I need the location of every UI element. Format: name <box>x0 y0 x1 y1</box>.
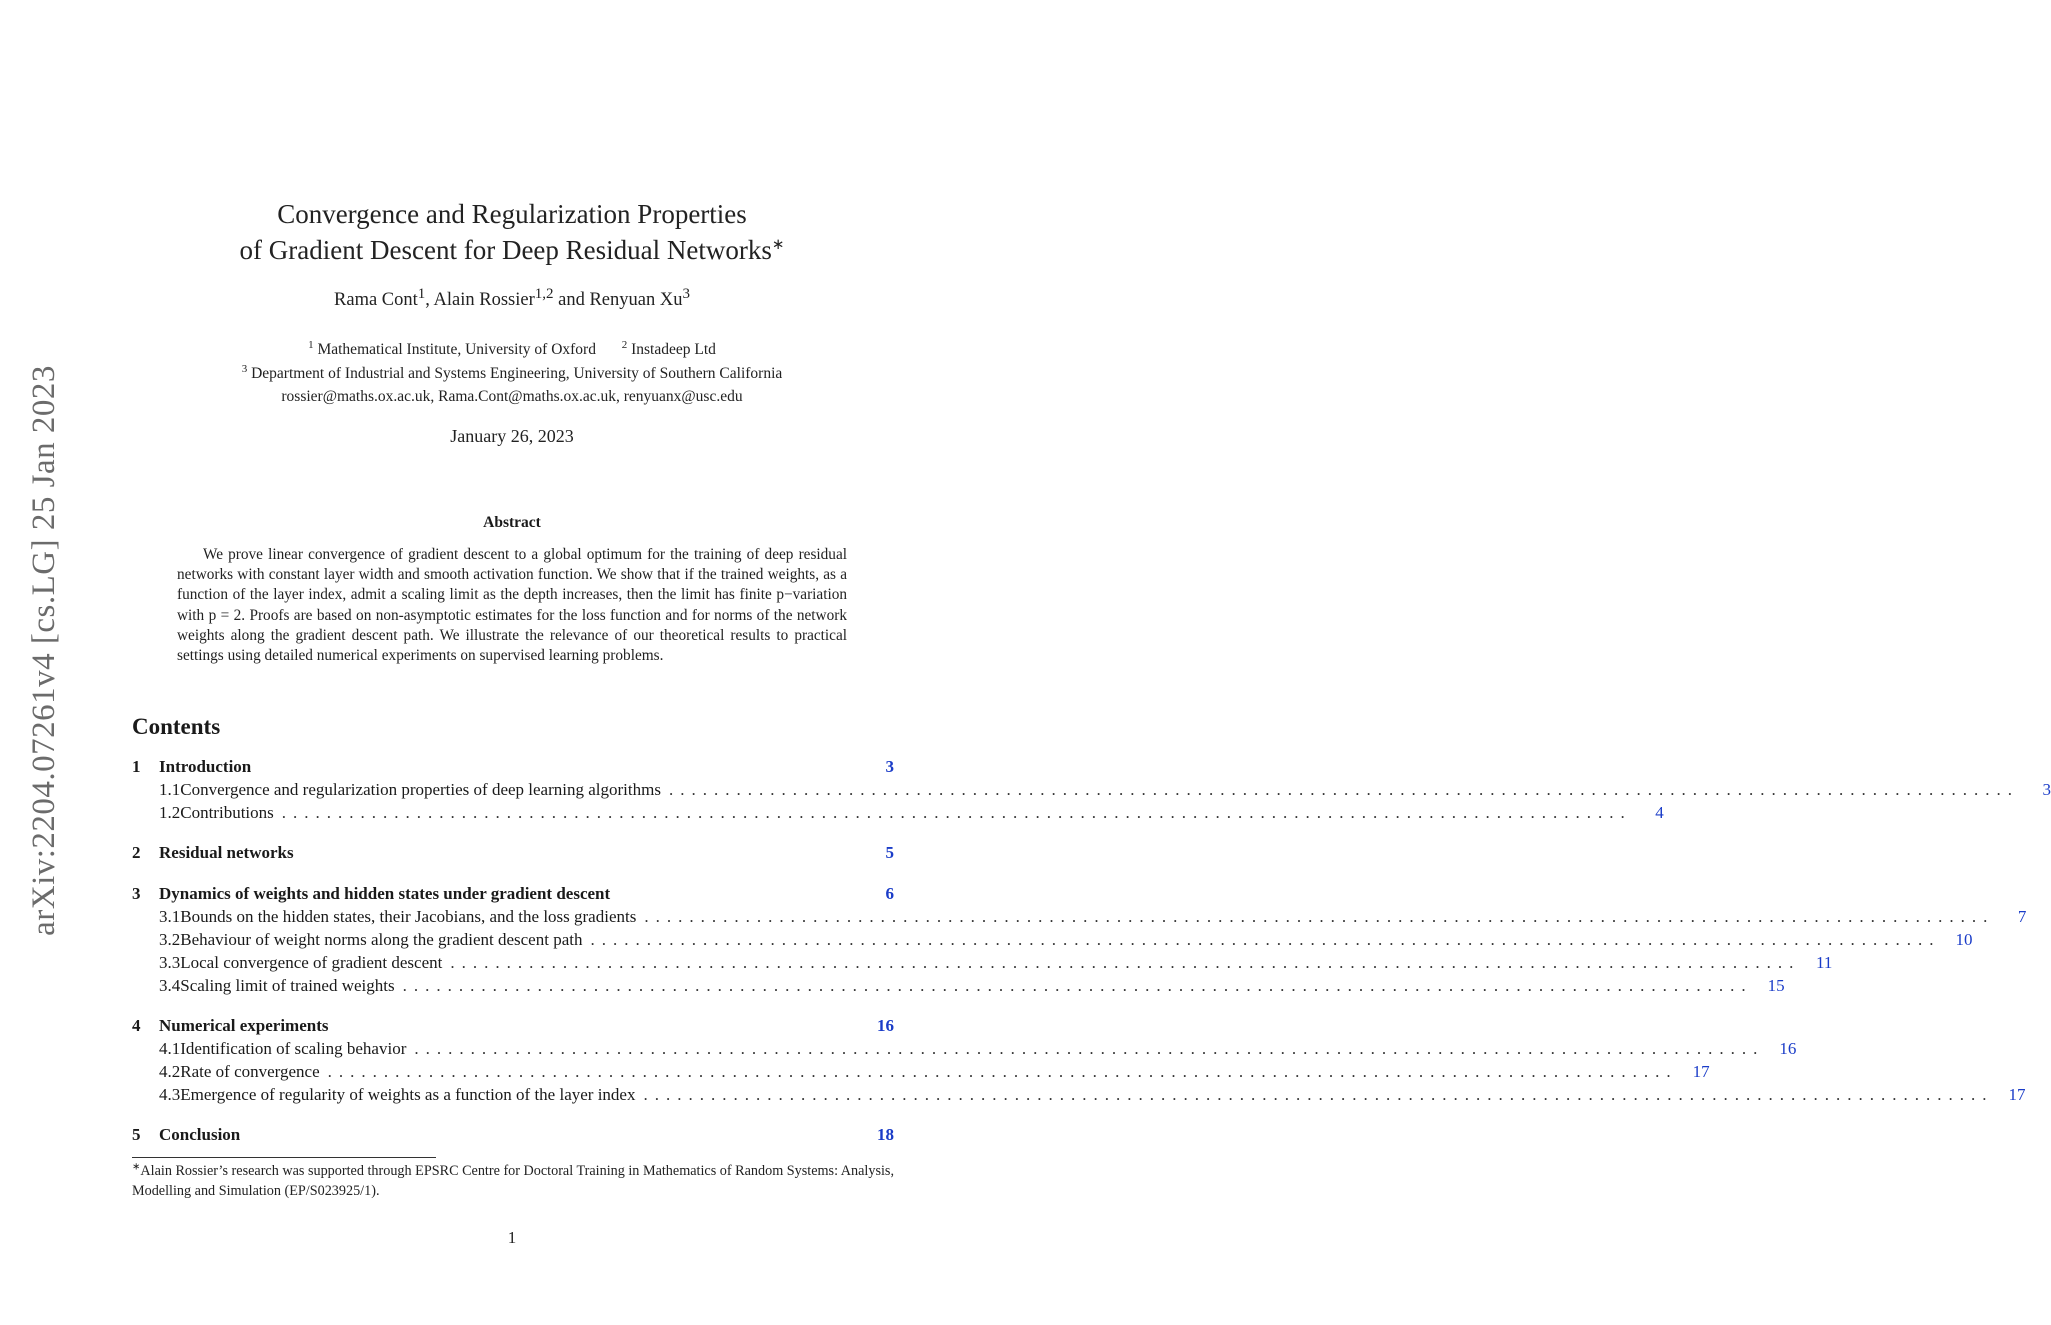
toc-subsection-entry[interactable] <box>132 780 2051 802</box>
toc-entry-title: Introduction <box>159 757 252 776</box>
toc-entry-title: Dynamics of weights and hidden states under gradient descent <box>159 884 611 903</box>
toc-section-entry[interactable] <box>132 1016 894 1038</box>
title-footnote-marker: ∗ <box>771 237 785 253</box>
toc-entry-number: 4.3 <box>159 1085 181 1104</box>
toc-dot-leader: ........................................................................................................................ <box>450 953 1801 972</box>
author-affiliation-sup: 1,2 <box>534 285 554 302</box>
toc-page-link[interactable]: 17 <box>1692 1062 1710 1081</box>
toc-entry-number: 4 <box>132 1016 141 1035</box>
toc-entry-title: Scaling limit of trained weights <box>180 976 395 995</box>
toc-section-entry[interactable] <box>132 1125 894 1147</box>
affiliation-line-1 <box>130 338 894 359</box>
toc-entry-number: 3 <box>132 884 141 903</box>
toc-page-link[interactable]: 16 <box>1779 1039 1797 1058</box>
arxiv-identifier <box>24 360 64 940</box>
affiliation-line-2 <box>130 362 894 383</box>
title-line-2 <box>130 232 894 268</box>
footnote-marker: ∗ <box>132 1161 141 1173</box>
toc-page-link[interactable]: 15 <box>1767 976 1785 995</box>
abstract-text: We prove linear convergence of gradient descent to a global optimum for the training of deep residual networks with constant layer width and smooth activation function. We show that if the trained weights, as a function of the layer index, admit a scaling limit as the depth increases, then the limit has finite p−variation with p = 2. Proofs are based on non-asymptotic estimates for the loss function and for norms of the network weights along the gradient descent path. We illustrate the relevance of our theoretical results to practical settings using detailed numerical experiments on supervised learning problems. <box>177 546 847 665</box>
affiliation-sup: 2 <box>621 338 628 351</box>
toc-entry-number: 3.1 <box>159 907 181 926</box>
toc-entry-title: Rate of convergence <box>180 1062 320 1081</box>
toc-section-entry[interactable] <box>132 757 894 779</box>
toc-page-link[interactable]: 17 <box>2008 1085 2026 1104</box>
toc-subsection-entry[interactable] <box>132 1062 1710 1084</box>
toc-subsection-entry[interactable] <box>132 803 1664 825</box>
toc-dot-leader: ........................................................................................................................ <box>590 930 1941 949</box>
toc-entry-title: Residual networks <box>159 843 294 862</box>
footnote-text: Alain Rossier’s research was supported through EPSRC Centre for Doctoral Training in Mathematics of Random Systems: Analysis, Modelling and Simulation (EP/S023925/1). <box>132 1163 894 1199</box>
toc-subsection-entry[interactable] <box>132 976 1785 998</box>
toc-entry-title: Emergence of regularity of weights as a function of the layer index <box>180 1085 636 1104</box>
toc-entry-number: 1 <box>132 757 141 776</box>
affiliation-usc: Department of Industrial and Systems Engineering, University of Southern California <box>251 365 783 382</box>
toc-subsection-entry[interactable] <box>132 930 1973 952</box>
toc-entry-title: Convergence and regularization properties of deep learning algorithms <box>180 780 661 799</box>
toc-entry-number: 3.3 <box>159 953 181 972</box>
toc-page-link[interactable]: 11 <box>1816 953 1833 972</box>
footnote-rule <box>132 1157 436 1158</box>
toc-dot-leader: ........................................................................................................................ <box>281 803 1632 822</box>
page-number: 1 <box>507 1228 517 1247</box>
toc-page-link[interactable]: 10 <box>1955 930 1973 949</box>
author-emails: rossier@maths.ox.ac.uk, Rama.Cont@maths.ox.ac.uk, renyuanx@usc.edu <box>281 388 743 405</box>
toc-dot-leader: ........................................................................................................................ <box>644 907 1995 926</box>
toc-page-link[interactable]: 3 <box>885 757 894 776</box>
author-separator: and <box>553 290 590 310</box>
affiliation-oxford: Mathematical Institute, University of Oxford <box>317 341 596 358</box>
toc-entry-number: 4.1 <box>159 1039 181 1058</box>
toc-entry-title: Identification of scaling behavior <box>180 1039 407 1058</box>
footnote <box>132 1161 894 1201</box>
contents-heading: Contents <box>132 714 221 739</box>
toc-dot-leader: ........................................................................................................................ <box>402 976 1753 995</box>
author-name: Renyuan Xu <box>589 290 683 310</box>
author-list <box>130 285 894 311</box>
toc-entry-title: Numerical experiments <box>159 1016 329 1035</box>
toc-page-link[interactable]: 5 <box>885 843 894 862</box>
toc-section-entry[interactable] <box>132 843 894 865</box>
toc-entry-title: Local convergence of gradient descent <box>180 953 443 972</box>
toc-entry-title: Behaviour of weight norms along the gradient descent path <box>180 930 583 949</box>
toc-dot-leader: ........................................................................................................................ <box>414 1039 1765 1058</box>
toc-entry-title: Conclusion <box>159 1125 241 1144</box>
toc-page-link[interactable]: 7 <box>2017 907 2027 926</box>
toc-subsection-entry[interactable] <box>132 907 2027 929</box>
toc-subsection-entry[interactable] <box>132 953 1833 975</box>
author-name: Rama Cont <box>334 290 418 310</box>
toc-dot-leader: ........................................................................................................................ <box>668 780 2019 799</box>
toc-entry-number: 3.2 <box>159 930 181 949</box>
toc-page-link[interactable]: 18 <box>877 1125 894 1144</box>
paper-title <box>130 196 894 268</box>
toc-page-link[interactable]: 16 <box>877 1016 894 1035</box>
toc-entry-number: 1.1 <box>159 780 181 799</box>
toc-page-link[interactable]: 6 <box>885 884 894 903</box>
toc-dot-leader: ........................................................................................................................ <box>327 1062 1678 1081</box>
toc-entry-title: Bounds on the hidden states, their Jacobians, and the loss gradients <box>180 907 637 926</box>
toc-entry-number: 3.4 <box>159 976 181 995</box>
toc-section-entry[interactable] <box>132 884 894 906</box>
title-line-2-text: of Gradient Descent for Deep Residual Networks <box>239 235 772 265</box>
author-name: Alain Rossier <box>433 290 535 310</box>
author-affiliation-sup: 1 <box>417 285 426 302</box>
affiliation-sup: 1 <box>308 338 314 351</box>
affiliation-instadeep: Instadeep Ltd <box>631 341 716 358</box>
author-separator: , <box>425 290 434 310</box>
toc-entry-number: 2 <box>132 843 141 862</box>
toc-entry-number: 5 <box>132 1125 141 1144</box>
toc-page-link[interactable]: 3 <box>2042 780 2051 799</box>
toc-page-link[interactable]: 4 <box>1655 803 1664 822</box>
paper-date: January 26, 2023 <box>450 426 574 446</box>
abstract-heading: Abstract <box>483 514 541 531</box>
toc-dot-leader: ........................................................................................................................ <box>643 1085 1994 1104</box>
toc-subsection-entry[interactable] <box>132 1039 1797 1061</box>
toc-entry-title: Contributions <box>180 803 274 822</box>
toc-subsection-entry[interactable] <box>132 1085 2026 1107</box>
author-affiliation-sup: 3 <box>682 285 690 302</box>
toc-entry-number: 4.2 <box>159 1062 181 1081</box>
affiliation-sup: 3 <box>241 362 248 375</box>
title-line-1: Convergence and Regularization Properties <box>277 199 747 229</box>
arxiv-identifier-text: arXiv:2204.07261v4 [cs.LG] 25 Jan 2023 <box>25 364 62 936</box>
toc-entry-number: 1.2 <box>159 803 181 822</box>
